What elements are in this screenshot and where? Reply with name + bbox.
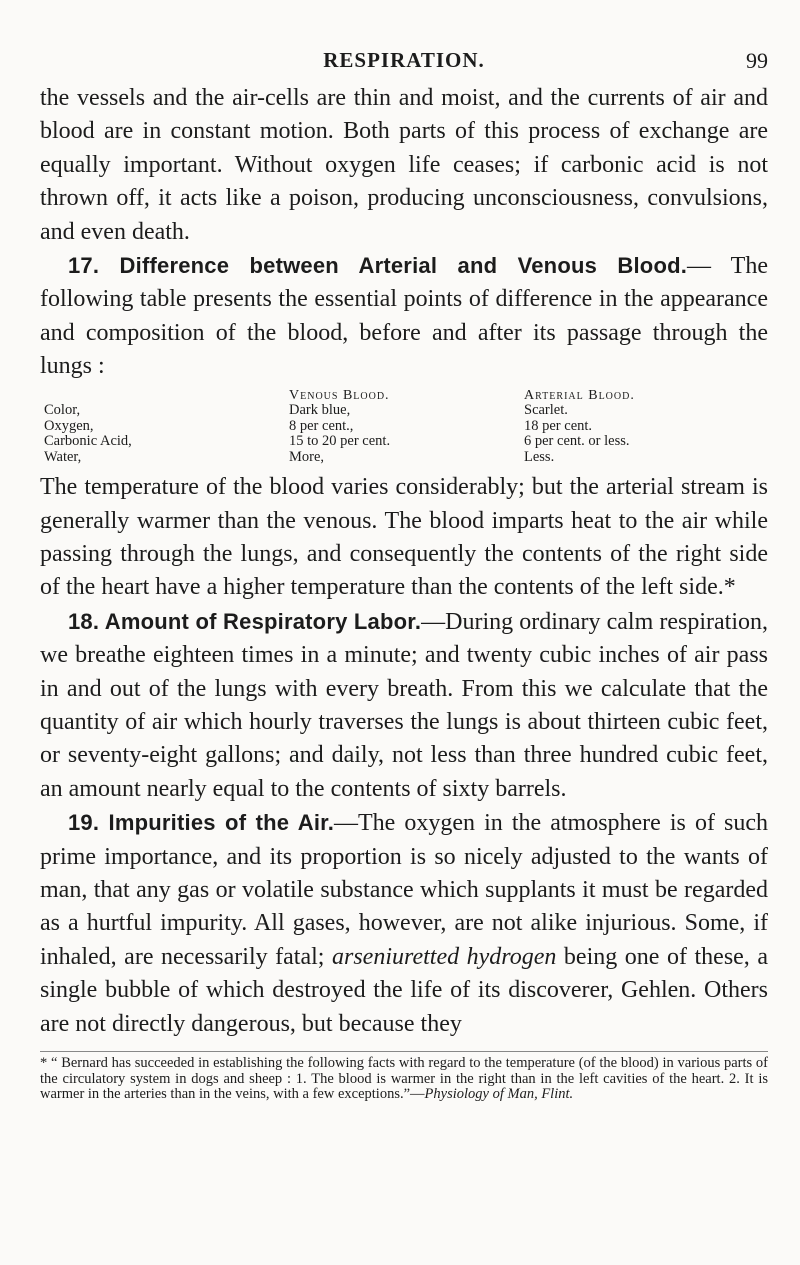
- table-row: [44, 419, 635, 435]
- section-18-paragraph: [40, 605, 768, 806]
- arterial-value: 6 per cent. or less.: [524, 433, 630, 450]
- page-header: [40, 40, 768, 82]
- temperature-paragraph: The temperature of the blood varies considerably; but the arterial stream is generally warmer than the venous. The blood imparts heat to the air while passing through the lungs, and consequently the contents of the right side of the heart have a higher temperature than the contents of the left side.*: [40, 474, 768, 601]
- section-17-heading: 17. Difference between Arterial and Venous Blood.: [68, 253, 688, 279]
- section-19-paragraph: [40, 806, 768, 1041]
- arterial-column-header: Arterial Blood.: [524, 387, 635, 403]
- table-row: [44, 450, 635, 466]
- blood-comparison-table: [44, 388, 635, 466]
- venous-value: 15 to 20 per cent.: [289, 433, 391, 450]
- section-19-heading: 19. Impurities of the Air.: [68, 810, 335, 836]
- arterial-value: Less.: [524, 448, 555, 465]
- table-header-row: [44, 388, 635, 404]
- section-17-paragraph: [40, 249, 768, 384]
- section-17-text: — The following table presents the essential points of difference in the appearance and composition of the blood, before and after its passage through the lungs :: [40, 253, 768, 380]
- arterial-value: Scarlet.: [524, 402, 568, 419]
- row-label: Water,: [44, 448, 82, 465]
- section-18-heading: 18. Amount of Respiratory Labor.: [68, 608, 422, 634]
- arterial-value: 18 per cent.: [524, 417, 593, 434]
- section-19-italic-term: arseniuretted hydrogen: [332, 943, 557, 970]
- venous-value: More,: [289, 448, 325, 465]
- table-row: [44, 434, 635, 450]
- footnote-text: * “ Bernard has succeeded in establishing the following facts with regard to the temperature (of the blood) in various parts of the circulatory system in dogs and sheep : 1. The blood is warmer in the right than in the left cavities of the heart. 2. It is warmer in the arteries than in the veins, with a few exceptions.”—: [40, 1055, 768, 1103]
- venous-value: 8 per cent.,: [289, 417, 354, 434]
- venous-value: Dark blue,: [289, 402, 351, 419]
- footnote: [40, 1051, 768, 1103]
- page-number: 99: [746, 48, 768, 73]
- row-label: Color,: [44, 402, 81, 419]
- table-corner: [44, 388, 289, 404]
- section-19-text: —The oxygen in the atmosphere is of such prime importance, and its proportion is so nicely adjusted to the wants of man, that any gas or volatile substance which supplants it must be regarded as a hurtful impurity. All gases, however, are not alike injurious. Some, if inhaled, are necessarily fatal;: [40, 810, 768, 970]
- venous-column-header: Venous Blood.: [289, 387, 390, 403]
- row-label: Carbonic Acid,: [44, 433, 132, 450]
- table-row: [44, 403, 635, 419]
- section-18-text: —During ordinary calm respiration, we breathe eighteen times in a minute; and twenty cubic inches of air pass in and out of the lungs with every breath. From this we calculate that the quantity of air which hourly traverses the lungs is about thirteen cubic feet, or seventy-eight gallons; and daily, not less than three hundred cubic feet, an amount nearly equal to the contents of sixty barrels.: [40, 608, 768, 802]
- footnote-source: Physiology of Man, Flint.: [424, 1086, 574, 1103]
- section-19-text-continued: being one of these, a single bubble of which destroyed the life of its discoverer, Gehlen. Others are not directly dangerous, but because they: [40, 943, 769, 1037]
- running-head: RESPIRATION.: [323, 48, 485, 72]
- intro-paragraph: the vessels and the air-cells are thin and moist, and the currents of air and blood are in constant motion. Both parts of this process of exchange are equally important. Without oxygen life ceases; if carbonic acid is not thrown off, it acts like a poison, producing unconsciousness, convulsions, and even death.: [40, 85, 768, 245]
- book-page: [40, 40, 768, 1103]
- row-label: Oxygen,: [44, 417, 94, 434]
